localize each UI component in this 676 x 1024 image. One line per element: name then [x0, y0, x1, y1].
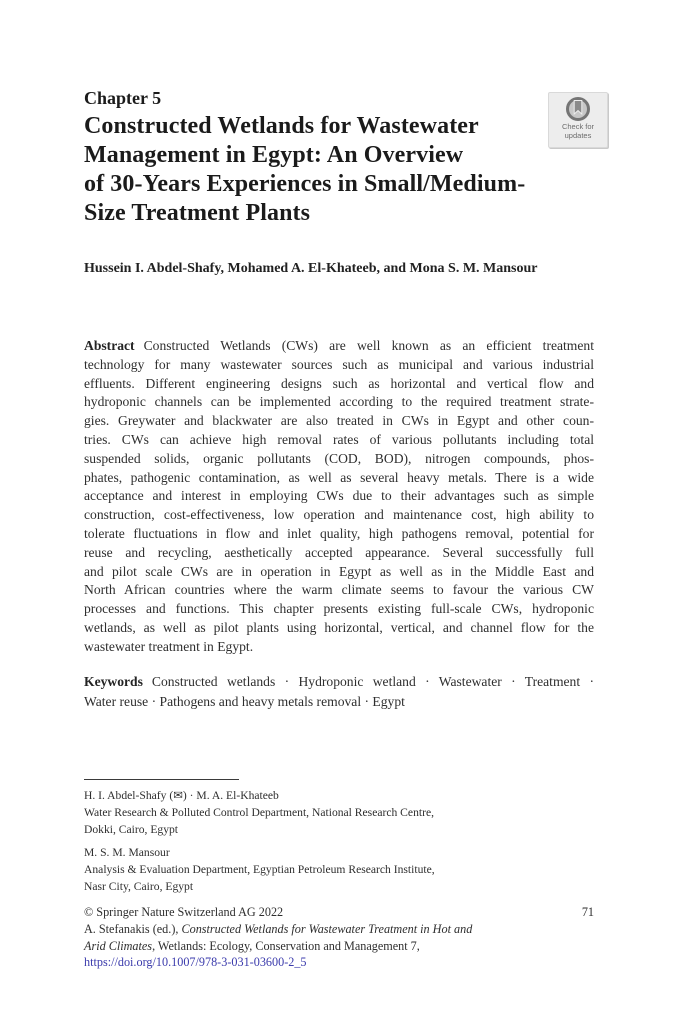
affiliation-department: Analysis & Evaluation Department, Egyptian Petroleum Research Institute,: [84, 863, 435, 876]
abstract-line-text: Constructed Wetlands (CWs) are well known as an efficient treatment: [143, 338, 594, 353]
abstract-line: tolerate fluctuations in flow and inlet quality, high pathogens removal, potential for: [84, 525, 594, 541]
abstract-line: and pilot scale CWs are in operation in Egypt as well as in the Middle East and: [84, 563, 594, 579]
abstract-line: wastewater treatment in Egypt.: [84, 638, 254, 654]
abstract-line: tries. CWs can achieve high removal rates of various pollutants including total: [84, 431, 594, 447]
abstract-line: wetlands, as well as pilot plants using horizontal, vertical, and channel flow for the: [84, 619, 594, 635]
keywords-label: Keywords: [84, 674, 143, 689]
series-text: , Wetlands: Ecology, Conservation and Management 7,: [152, 938, 420, 953]
citation-line-2: [84, 938, 594, 955]
chapter-title: [84, 112, 584, 228]
affiliation-authors: M. S. M. Mansour: [84, 846, 170, 859]
abstract-label: Abstract: [84, 338, 135, 353]
chapter-title-line: Constructed Wetlands for Wastewater: [84, 113, 479, 139]
affiliation-authors: H. I. Abdel-Shafy (✉) · M. A. El-Khateeb: [84, 789, 279, 802]
abstract-line: suspended solids, organic pollutants (COD, BOD), nitrogen compounds, phos-: [84, 450, 594, 466]
abstract-section: [84, 337, 594, 657]
abstract-line: gies. Greywater and blackwater are also treated in CWs in Egypt and other coun-: [84, 413, 594, 429]
abstract-line: effluents. Different engineering designs such as horizontal and vertical flow and: [84, 375, 594, 391]
abstract-line: reuse and recycling, aesthetically accepted appearance. Several successfully full: [84, 544, 594, 560]
badge-label-line1: Check for: [561, 122, 595, 131]
footnote-divider: [84, 779, 239, 780]
doi-link[interactable]: https://doi.org/10.1007/978-3-031-03600-2_5: [84, 955, 307, 970]
affiliations-section: [84, 787, 594, 895]
chapter-title-line: Management in Egypt: An Overview: [84, 142, 464, 168]
abstract-line: processes and functions. This chapter presents existing full-scale CWs, hydroponic: [84, 601, 594, 617]
bookmark-circle-icon: [565, 96, 591, 122]
book-title-part2: Arid Climates: [84, 938, 153, 953]
abstract-line: technology for many wastewater sources such as municipal and various industrial: [84, 356, 594, 372]
copyright-text: © Springer Nature Switzerland AG 2022: [84, 905, 284, 919]
keywords-section: [84, 672, 594, 711]
copyright-row: [84, 904, 594, 921]
affiliation-department: Water Research & Polluted Control Department, National Research Centre,: [84, 806, 434, 819]
authors-line: Hussein I. Abdel-Shafy, Mohamed A. El-Khateeb, and Mona S. M. Mansour: [84, 261, 538, 276]
keywords-line: Water reuse · Pathogens and heavy metals removal · Egypt: [84, 693, 405, 709]
book-title-part1: Constructed Wetlands for Wastewater Treatment in Hot and: [181, 921, 473, 936]
abstract-line: construction, cost-effectiveness, low operation and maintenance cost, high ability to: [84, 507, 594, 523]
doi-line: [84, 954, 594, 971]
chapter-title-line: Size Treatment Plants: [84, 200, 311, 226]
affiliation-city: Dokki, Cairo, Egypt: [84, 823, 179, 836]
affiliation-block: [84, 787, 594, 838]
check-for-updates-badge[interactable]: [548, 92, 608, 148]
affiliation-city: Nasr City, Cairo, Egypt: [84, 880, 194, 893]
page-number: 71: [581, 905, 594, 919]
abstract-line: North African countries where the warm climate seems to favour the various CW: [84, 582, 594, 598]
abstract-line: phates, pathogenic contamination, as well as several heavy metals. There is a wide: [84, 469, 594, 485]
keywords-line: [84, 672, 594, 692]
citation-line-1: [84, 921, 594, 938]
chapter-label: Chapter 5: [84, 88, 162, 108]
imprint-footer: [84, 904, 594, 971]
keywords-line-text: Constructed wetlands · Hydroponic wetland · Wastewater · Treatment ·: [151, 674, 594, 689]
chapter-title-line: of 30-Years Experiences in Small/Medium-: [84, 171, 526, 197]
badge-label-line2: updates: [564, 131, 592, 140]
editor-text: A. Stefanakis (ed.),: [84, 921, 182, 936]
abstract-line: acceptance and interest in employing CWs due to their advantages such as simple: [84, 488, 594, 504]
affiliation-block: [84, 844, 594, 895]
abstract-line: [84, 337, 594, 356]
abstract-line: hydroponic channels can be implemented according to the required treatment strate-: [84, 394, 594, 410]
